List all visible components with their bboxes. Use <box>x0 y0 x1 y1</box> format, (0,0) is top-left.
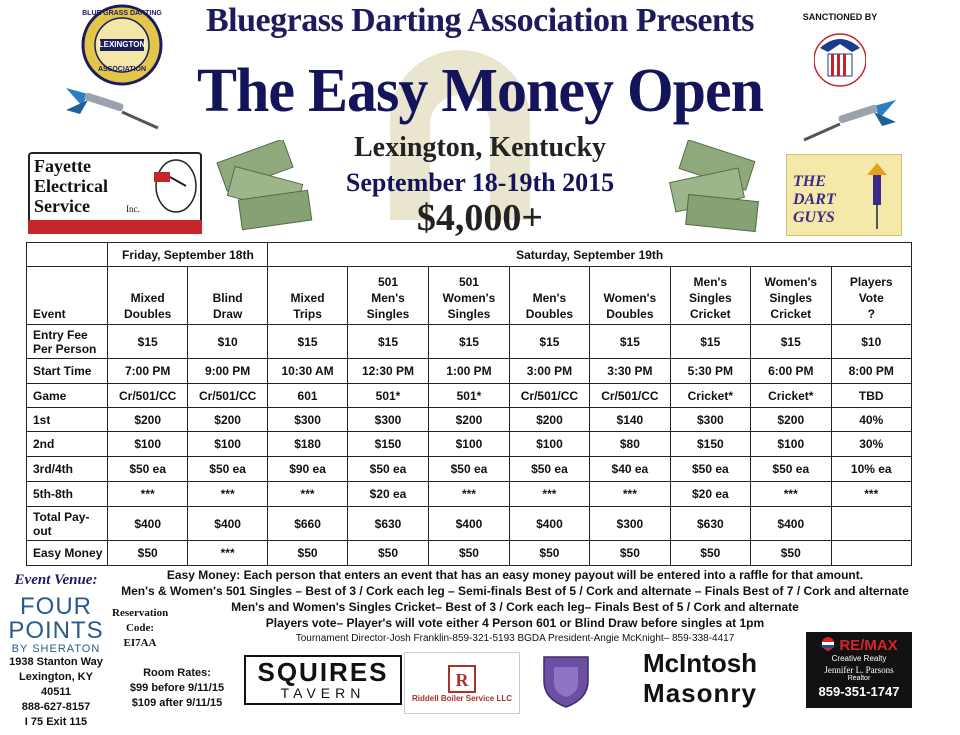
table-cell: $400 <box>509 507 589 541</box>
table-cell: $200 <box>108 408 187 432</box>
event-header-cell <box>751 267 831 325</box>
event-header-cell <box>108 267 187 325</box>
remax-header <box>806 636 912 654</box>
table-cell: $15 <box>509 325 589 359</box>
fayette-logo-red-bar <box>28 220 202 234</box>
venue-phone: 888-627-8157 <box>21 701 91 713</box>
shield-crest-icon <box>530 653 602 709</box>
table-row <box>27 325 912 359</box>
event-line: Vote <box>858 291 884 305</box>
event-dates: September 18-19th 2015 <box>345 168 615 197</box>
table-cell: 10:30 AM <box>268 359 347 384</box>
table-cell: $10 <box>187 325 267 359</box>
event-line: ? <box>867 307 875 321</box>
venue-city: Lexington, KY 40511 <box>19 671 93 698</box>
table-cell: $50 <box>108 541 187 566</box>
table-cell: $150 <box>670 432 750 457</box>
row-label-line: out <box>33 523 52 538</box>
table-cell: $50 <box>429 541 509 566</box>
table-cell: *** <box>108 482 187 507</box>
table-cell: $15 <box>108 325 187 359</box>
table-cell: $630 <box>670 507 750 541</box>
remax-balloon-icon <box>820 636 836 654</box>
squires-line-1: SQUIRES <box>257 657 389 687</box>
table-cell: $15 <box>347 325 428 359</box>
sanctioned-by-label: SANCTIONED BY <box>802 12 878 22</box>
squires-line-2: TAVERN <box>280 685 366 701</box>
event-line: 501 <box>458 275 479 289</box>
ado-emblem-icon <box>814 26 866 88</box>
table-cell: 6:00 PM <box>751 359 831 384</box>
table-cell: $400 <box>187 507 267 541</box>
riddell-boiler-logo <box>404 652 520 714</box>
table-cell: $400 <box>751 507 831 541</box>
row-label <box>27 325 108 359</box>
event-line: Mixed <box>130 291 165 305</box>
table-cell: $150 <box>347 432 428 457</box>
event-header-cell <box>187 267 267 325</box>
four-points-logo <box>6 595 106 655</box>
table-cell: $50 <box>670 541 750 566</box>
table-cell: $50 ea <box>509 457 589 482</box>
event-line: Cricket <box>689 307 731 321</box>
table-cell: $630 <box>347 507 428 541</box>
bgda-logo-top-text: BLUE GRASS DARTING <box>82 10 162 17</box>
four-points-line-3: BY SHERATON <box>11 643 101 655</box>
table-cell: 1:00 PM <box>429 359 509 384</box>
event-header-cell <box>347 267 428 325</box>
bgda-logo-mid-text: LEXINGTON <box>98 40 146 49</box>
table-cell: *** <box>590 482 670 507</box>
reservation-label-1: Reservation <box>112 607 169 619</box>
table-cell: $20 ea <box>347 482 428 507</box>
table-row <box>27 408 912 432</box>
table-cell: $15 <box>429 325 509 359</box>
event-line: Women's <box>764 275 818 289</box>
mcintosh-line-1: McIntosh <box>642 648 758 678</box>
table-cell: $20 ea <box>670 482 750 507</box>
event-line: Draw <box>212 307 243 321</box>
dart-right-icon <box>800 92 900 152</box>
event-line: Men's <box>532 291 567 305</box>
table-cell: $50 ea <box>429 457 509 482</box>
table-cell: $200 <box>187 408 267 432</box>
squires-tavern-logo <box>244 655 402 705</box>
table-cell: $100 <box>187 432 267 457</box>
table-cell: $40 ea <box>590 457 670 482</box>
table-cell: 501* <box>429 384 509 408</box>
table-cell: $50 ea <box>347 457 428 482</box>
event-line: Trips <box>293 307 322 321</box>
event-header-cell <box>268 267 347 325</box>
table-cell: 8:00 PM <box>831 359 912 384</box>
event-line: Singles <box>769 291 813 305</box>
purse-amount: $4,000+ <box>416 197 544 239</box>
row-label: 5th-8th <box>27 482 108 507</box>
table-cell: $300 <box>268 408 347 432</box>
fayette-line-2: Electrical <box>34 176 108 196</box>
table-cell: *** <box>429 482 509 507</box>
shield-crest-logo <box>530 653 602 709</box>
table-cell: $50 ea <box>108 457 187 482</box>
table-cell: 601 <box>268 384 347 408</box>
table-cell: $50 ea <box>670 457 750 482</box>
table-cell: $400 <box>429 507 509 541</box>
fayette-inc: Inc. <box>126 204 140 214</box>
mcintosh-masonry-logo <box>612 648 788 712</box>
table-cell <box>831 541 912 566</box>
table-cell: 501* <box>347 384 428 408</box>
table-cell: *** <box>187 541 267 566</box>
table-row <box>27 384 912 408</box>
event-venue <box>6 572 106 730</box>
row-label: Easy Money <box>27 541 108 566</box>
table-cell: 10% ea <box>831 457 912 482</box>
event-line: Men's <box>371 291 405 305</box>
venue-exit: I 75 Exit 115 <box>24 716 88 728</box>
sanctioned-badge <box>800 12 880 92</box>
table-row <box>27 507 912 541</box>
table-row <box>27 482 912 507</box>
event-line: Doubles <box>124 307 172 321</box>
venue-street: 1938 Stanton Way <box>9 656 103 668</box>
table-cell: $300 <box>670 408 750 432</box>
day-header-blank <box>27 243 108 267</box>
day-header-row <box>27 243 912 267</box>
event-title: The Easy Money Open <box>196 55 764 125</box>
event-line: Doubles <box>606 307 654 321</box>
event-label: Event <box>27 267 108 325</box>
table-cell: $400 <box>108 507 187 541</box>
table-cell: $180 <box>268 432 347 457</box>
table-cell: 9:00 PM <box>187 359 267 384</box>
table-cell: $15 <box>590 325 670 359</box>
table-cell: $15 <box>670 325 750 359</box>
event-line: Blind <box>212 291 243 305</box>
fayette-line-3: Service <box>34 196 90 216</box>
table-cell: 30% <box>831 432 912 457</box>
mcintosh-line-2: Masonry <box>643 678 757 708</box>
remax-brand: RE/MAX <box>839 636 898 654</box>
four-points-line-1: FOUR <box>20 593 92 620</box>
table-cell: 5:30 PM <box>670 359 750 384</box>
row-label: Start Time <box>27 359 108 384</box>
table-cell: $660 <box>268 507 347 541</box>
event-line: Men's <box>693 275 728 289</box>
table-cell: Cr/501/CC <box>509 384 589 408</box>
table-cell: $300 <box>347 408 428 432</box>
room-rate-1: $99 before 9/11/15 <box>129 682 225 694</box>
money-stack-right-image <box>662 140 772 235</box>
event-header-cell <box>429 267 509 325</box>
table-cell: *** <box>268 482 347 507</box>
table-cell: $100 <box>108 432 187 457</box>
table-cell: 40% <box>831 408 912 432</box>
event-location: Lexington, Kentucky <box>353 132 607 163</box>
remax-title: Realtor <box>847 675 871 682</box>
table-cell: $50 ea <box>187 457 267 482</box>
table-cell: $50 <box>268 541 347 566</box>
event-header-cell <box>509 267 589 325</box>
table-cell: Cricket* <box>670 384 750 408</box>
table-cell: Cricket* <box>751 384 831 408</box>
table-row <box>27 541 912 566</box>
table-cell <box>831 507 912 541</box>
four-points-line-2: POINTS <box>8 617 104 644</box>
cricket-note: Men's and Women's Singles Cricket– Best of 3 / Cork each leg– Finals Best of 5 / Cork and alternate <box>231 600 799 614</box>
event-line: Women's <box>603 291 657 305</box>
table-cell: $140 <box>590 408 670 432</box>
money-stack-left-image <box>210 140 320 235</box>
event-line: Singles <box>447 307 491 321</box>
fayette-electrical-logo <box>28 152 202 234</box>
remax-sub: Creative Realty <box>831 654 887 663</box>
table-cell: $15 <box>751 325 831 359</box>
riddell-r-icon <box>447 664 477 694</box>
table-cell: *** <box>751 482 831 507</box>
event-line: Women's <box>442 291 496 305</box>
table-cell: 3:00 PM <box>509 359 589 384</box>
dart-guys-logo <box>786 154 902 236</box>
easy-money-note: Easy Money: Each person that enters an event that has an easy money payout will be entered into a raffle for that amount. <box>166 568 864 582</box>
table-row <box>27 359 912 384</box>
row-label-line: Per Person <box>33 341 97 356</box>
row-label-line: Total Pay- <box>33 509 90 524</box>
bgda-logo <box>78 4 166 86</box>
table-cell: 3:30 PM <box>590 359 670 384</box>
row-label-line: Entry Fee <box>33 327 88 342</box>
room-rate-2: $109 after 9/11/15 <box>131 697 223 709</box>
table-cell: 7:00 PM <box>108 359 187 384</box>
event-header-row <box>27 267 912 325</box>
table-cell: TBD <box>831 384 912 408</box>
venue-title: Event Venue: <box>14 572 98 588</box>
table-cell: $50 ea <box>751 457 831 482</box>
table-cell: $80 <box>590 432 670 457</box>
bgda-logo-bottom-text: ASSOCIATION <box>97 66 147 73</box>
table-cell: $200 <box>509 408 589 432</box>
table-cell: $200 <box>429 408 509 432</box>
table-cell: $100 <box>751 432 831 457</box>
players-vote-note: Players vote– Player's will vote either 4 Person 601 or Blind Draw before singles at 1pm <box>265 616 765 630</box>
svg-text:R: R <box>455 669 469 690</box>
room-rates-label: Room Rates: <box>143 667 211 679</box>
singles-501-note: Men's & Women's 501 Singles – Best of 3 / Cork each leg – Semi-finals Best of 5 / Cork and alternate – Finals Best of 7 / Cork and alternate <box>121 584 909 598</box>
reservation-code: EI7AA <box>123 637 157 649</box>
event-line: Players <box>849 275 893 289</box>
table-cell: $100 <box>509 432 589 457</box>
row-label: 1st <box>27 408 108 432</box>
table-cell: $50 <box>751 541 831 566</box>
row-label: Game <box>27 384 108 408</box>
table-cell: $50 <box>509 541 589 566</box>
event-line: Mixed <box>290 291 325 305</box>
event-line: Singles <box>688 291 732 305</box>
event-header-cell <box>831 267 912 325</box>
event-line: Doubles <box>525 307 574 321</box>
friday-header: Friday, September 18th <box>108 243 268 267</box>
table-row <box>27 432 912 457</box>
table-cell: *** <box>509 482 589 507</box>
fayette-line-1: Fayette <box>34 156 91 176</box>
table-cell: $50 <box>347 541 428 566</box>
table-cell: 12:30 PM <box>347 359 428 384</box>
table-cell: *** <box>187 482 267 507</box>
presenter-heading: Bluegrass Darting Association Presents <box>206 2 754 39</box>
electrical-plug-icon <box>146 158 198 214</box>
dart-guys-text: THE DART GUYS <box>793 173 836 226</box>
remax-phone: 859-351-1747 <box>818 684 900 699</box>
table-cell: Cr/501/CC <box>108 384 187 408</box>
table-cell: *** <box>831 482 912 507</box>
riddell-text: Riddell Boiler Service LLC <box>411 693 513 703</box>
reservation-code-block <box>112 606 168 651</box>
dart-guys-dart-icon <box>857 161 897 231</box>
table-cell: Cr/501/CC <box>590 384 670 408</box>
remax-agent: Jennifer L. Parsons <box>824 665 894 675</box>
dart-left-icon <box>62 80 162 140</box>
table-cell: $90 ea <box>268 457 347 482</box>
table-cell: $15 <box>268 325 347 359</box>
row-label: 2nd <box>27 432 108 457</box>
schedule-table <box>26 242 912 566</box>
event-line: Cricket <box>770 307 812 321</box>
event-line: 501 <box>377 275 399 289</box>
saturday-header: Saturday, September 19th <box>268 243 912 267</box>
table-cell: $300 <box>590 507 670 541</box>
contacts-note: Tournament Director-Josh Franklin-859-321-5193 BGDA President-Angie McKnight– 859-338-4417 <box>295 633 735 644</box>
table-cell: $50 <box>590 541 670 566</box>
event-header-cell <box>590 267 670 325</box>
table-cell: $10 <box>831 325 912 359</box>
row-label <box>27 507 108 541</box>
room-rates-block <box>118 666 236 711</box>
table-cell: Cr/501/CC <box>187 384 267 408</box>
table-cell: $200 <box>751 408 831 432</box>
event-header-cell <box>670 267 750 325</box>
event-line: Singles <box>366 307 410 321</box>
reservation-label-2: Code: <box>125 622 155 634</box>
table-row <box>27 457 912 482</box>
remax-logo <box>806 632 912 708</box>
table-cell: $100 <box>429 432 509 457</box>
row-label: 3rd/4th <box>27 457 108 482</box>
